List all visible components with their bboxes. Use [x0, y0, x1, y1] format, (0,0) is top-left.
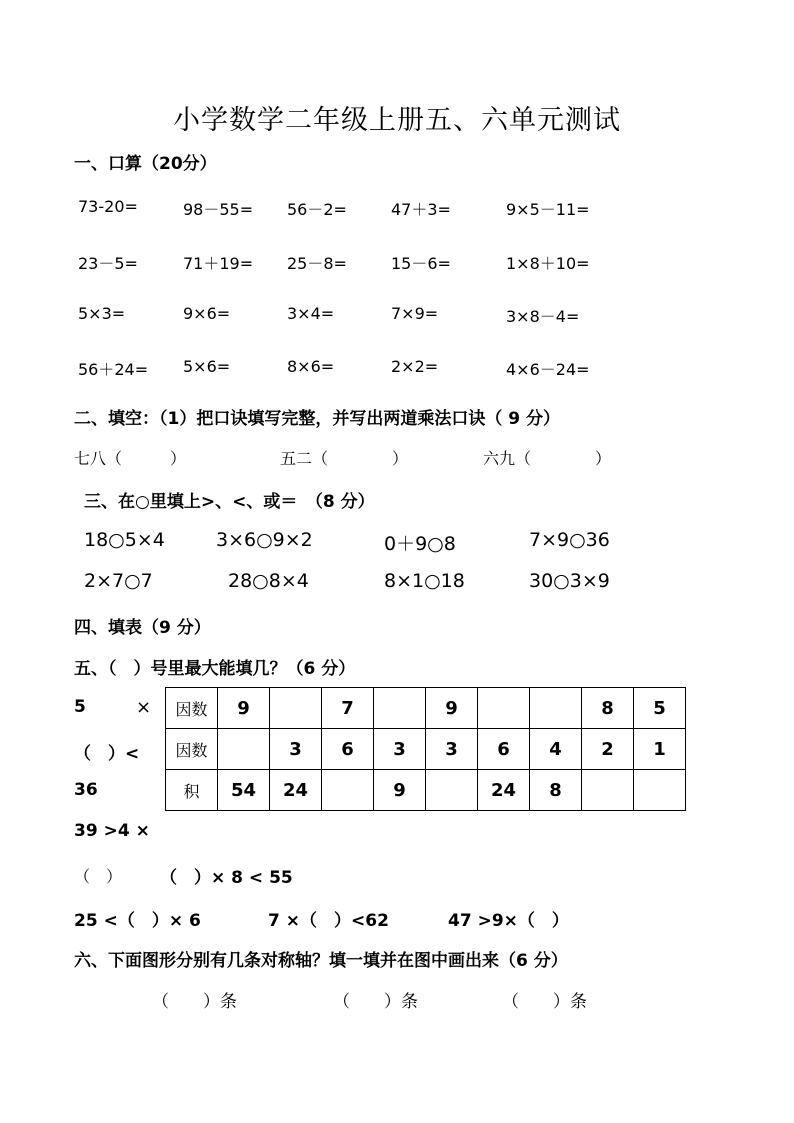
compare-item: 3×6○9×2	[216, 529, 313, 551]
table-cell: 3	[270, 729, 322, 770]
calc-item: 9×6=	[183, 304, 231, 323]
compare-item: 18○5×4	[84, 529, 165, 551]
calc-item: 5×6=	[183, 357, 231, 376]
compare-item: 30○3×9	[529, 570, 610, 592]
calc-item: 3×4=	[287, 304, 335, 323]
inequality-text: 5	[74, 697, 86, 717]
calc-item: 7×9=	[391, 304, 439, 323]
table-cell: 24	[270, 770, 322, 811]
compare-item: 8×1○18	[384, 570, 465, 592]
table-cell: 2	[582, 729, 634, 770]
table-header-cell: 因数	[166, 688, 218, 729]
table-cell: 6	[322, 729, 374, 770]
table-cell	[634, 770, 686, 811]
compare-item: 0＋9○8	[384, 533, 456, 555]
symmetry-blank: （ ）条	[502, 992, 587, 1012]
table-row	[166, 688, 686, 729]
table-cell: 6	[478, 729, 530, 770]
calc-item: 5×3=	[78, 304, 126, 323]
calc-item: 23－5=	[78, 254, 138, 273]
calc-item: 2×2=	[391, 357, 439, 376]
symmetry-blank: （ ）条	[333, 992, 418, 1012]
calc-item: 56－2=	[287, 200, 347, 219]
table-cell: 8	[582, 688, 634, 729]
calc-item: 98－55=	[183, 200, 254, 219]
table-cell	[426, 770, 478, 811]
calc-item: 71＋19=	[183, 254, 254, 273]
fill-in-item: 五二（ ）	[280, 449, 409, 468]
calc-item: 25－8=	[287, 254, 347, 273]
inequality-text: （ ）	[74, 867, 123, 886]
compare-item: 2×7○7	[84, 570, 153, 592]
table-cell: 3	[426, 729, 478, 770]
table-cell: 9	[218, 688, 270, 729]
inequality-text: ×	[136, 697, 152, 718]
calc-item: 4×6－24=	[506, 360, 590, 379]
section-4-heading: 四、填表（9 分）	[74, 618, 211, 638]
calc-item: 3×8－4=	[506, 307, 580, 326]
factor-table	[165, 687, 686, 811]
table-cell	[530, 688, 582, 729]
table-cell: 5	[634, 688, 686, 729]
calc-item: 56＋24=	[78, 360, 149, 379]
inequality-text: 47 >9×（ ）	[448, 911, 569, 931]
table-cell: 24	[478, 770, 530, 811]
table-cell	[582, 770, 634, 811]
inequality-text: 7 ×（ ）<62	[268, 911, 389, 931]
section-2-heading: 二、填空：（1）把口诀填写完整，并写出两道乘法口诀（ 9 分）	[74, 409, 560, 429]
compare-item: 28○8×4	[228, 570, 309, 592]
table-cell	[270, 688, 322, 729]
table-cell	[218, 729, 270, 770]
symmetry-blank: （ ）条	[152, 992, 237, 1012]
fill-in-item: 七八（ ）	[74, 449, 187, 468]
table-cell: 7	[322, 688, 374, 729]
page-title: 小学数学二年级上册五、六单元测试	[173, 105, 621, 136]
calc-item: 15－6=	[391, 254, 451, 273]
table-row	[166, 770, 686, 811]
compare-item: 7×9○36	[529, 529, 610, 551]
table-cell	[478, 688, 530, 729]
table-cell: 8	[530, 770, 582, 811]
calc-item: 8×6=	[287, 357, 335, 376]
section-6-heading: 六、下面图形分别有几条对称轴？填一填并在图中画出来（6 分）	[74, 951, 568, 971]
table-cell: 54	[218, 770, 270, 811]
inequality-text: 25 <（ ）× 6	[74, 911, 201, 931]
fill-in-item: 六九（ ）	[483, 449, 612, 468]
inequality-text: （ ）<	[74, 744, 140, 764]
table-cell	[322, 770, 374, 811]
table-header-cell: 积	[166, 770, 218, 811]
table-cell: 9	[374, 770, 426, 811]
calc-item: 73-20=	[78, 197, 138, 216]
table-cell: 9	[426, 688, 478, 729]
calc-item: 47＋3=	[391, 200, 451, 219]
section-1-heading: 一、口算（20分）	[74, 154, 217, 174]
calc-item: 9×5－11=	[506, 200, 590, 219]
table-cell	[374, 688, 426, 729]
table-cell: 4	[530, 729, 582, 770]
table-header-cell: 因数	[166, 729, 218, 770]
inequality-text: （ ）× 8 < 55	[160, 868, 293, 888]
section-3-heading: 三、在○里填上>、<、或＝ （8 分）	[84, 492, 375, 512]
inequality-text: 36	[74, 780, 98, 800]
section-5-heading: 五、（ ）号里最大能填几？（6 分）	[74, 659, 356, 679]
table-row	[166, 729, 686, 770]
table-cell: 1	[634, 729, 686, 770]
inequality-text: 39 >4 ×	[74, 821, 150, 841]
table-cell: 3	[374, 729, 426, 770]
calc-item: 1×8＋10=	[506, 254, 590, 273]
